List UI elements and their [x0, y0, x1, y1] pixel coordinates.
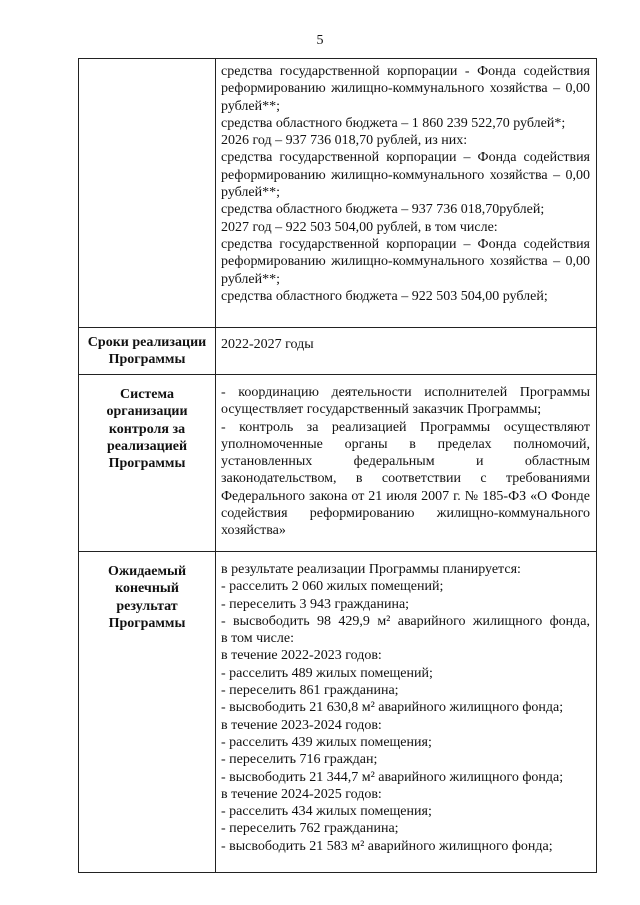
table-row-terms — [79, 328, 597, 375]
terms-content-cell — [216, 328, 597, 375]
result-line: - расселить 489 жилых помещений; — [221, 665, 433, 681]
result-line: - переселить 3 943 гражданина; — [221, 596, 410, 612]
funding-line: средства областного бюджета – 1 860 239 522,70 рублей*; — [221, 115, 566, 131]
control-content-cell — [216, 375, 597, 552]
funding-line: рублей**; — [221, 98, 280, 114]
result-line: - расселить 439 жилых помещения; — [221, 734, 432, 750]
result-label-line: Ожидаемый — [107, 564, 187, 579]
funding-line: средства областного бюджета – 937 736 018,70рублей; — [221, 202, 545, 218]
result-line: - переселить 762 гражданина; — [221, 821, 399, 837]
funding-label-cell — [79, 59, 216, 328]
program-passport-table — [78, 58, 597, 873]
control-line: осуществляет государственный заказчик Программы; — [221, 402, 542, 418]
control-label-cell — [79, 375, 216, 552]
funding-line: средства государственной корпорации – Фонда содействия — [221, 236, 590, 252]
funding-line: реформированию жилищно-коммунального хозяйства – 0,00 — [221, 254, 590, 270]
result-line: - высвободить 21 344,7 м² аварийного жилищного фонда; — [221, 769, 564, 785]
funding-line: средства государственной корпорации – Фонда содействия — [221, 150, 590, 166]
result-label-cell — [79, 552, 216, 873]
control-label-line: контроля за — [108, 421, 186, 437]
control-line: Федерального закона от 21 июля 2007 г. № 185-ФЗ «О Фонде — [221, 488, 590, 504]
result-label-line: результат — [116, 598, 178, 614]
result-line: - расселить 2 060 жилых помещений; — [221, 579, 444, 595]
funding-line: рублей**; — [221, 185, 280, 201]
terms-label-line: Сроки реализации — [87, 335, 207, 350]
result-content-cell — [216, 552, 597, 873]
control-line: - контроль за реализацией Программы осуществляют — [221, 419, 590, 435]
funding-content-cell — [216, 59, 597, 328]
funding-line: средства государственной корпорации - Фонда содействия — [221, 64, 590, 79]
funding-line: 2027 год – 922 503 504,00 рублей, в том числе: — [221, 219, 498, 235]
result-line: - высвободить 21 630,8 м² аварийного жилищного фонда; — [221, 700, 564, 716]
control-line: содействия реформированию жилищно-коммунального — [221, 506, 590, 522]
result-line: - высвободить 21 583 м² аварийного жилищного фонда; — [221, 838, 553, 854]
page-number: 5 — [316, 33, 324, 48]
result-line: в течение 2023-2024 годов: — [221, 717, 382, 733]
control-label-line: Программы — [108, 456, 186, 472]
result-line: - переселить 861 гражданина; — [221, 683, 399, 699]
result-line: в результате реализации Программы планируется: — [221, 562, 521, 577]
control-line: хозяйства» — [221, 523, 286, 539]
control-line: уполномоченные органы в пределах полномочий, — [221, 436, 590, 452]
terms-label-cell — [79, 328, 216, 375]
control-label-line: реализацией — [106, 438, 188, 454]
funding-line: рублей**; — [221, 271, 280, 287]
result-label-line: конечный — [115, 581, 179, 597]
funding-line: реформированию жилищно-коммунального хозяйства – 0,00 — [221, 167, 590, 183]
table-row-result — [79, 552, 597, 873]
control-line: установленных федеральным и областным — [221, 454, 590, 470]
funding-line: реформированию жилищно-коммунального хозяйства – 0,00 — [221, 81, 590, 97]
control-label-line: организации — [106, 404, 188, 420]
table-row-control — [79, 375, 597, 552]
result-line: в течение 2024-2025 годов: — [221, 786, 382, 802]
result-line: - расселить 434 жилых помещения; — [221, 804, 432, 820]
result-line: - высвободить 98 429,9 м² аварийного жилищного фонда, — [221, 613, 590, 629]
control-line: - координацию деятельности исполнителей Программы — [221, 385, 590, 400]
table-row-funding — [79, 59, 597, 328]
result-line: в течение 2022-2023 годов: — [221, 648, 382, 664]
funding-line: средства областного бюджета – 922 503 504,00 рублей; — [221, 288, 548, 304]
result-line: - переселить 716 граждан; — [221, 752, 378, 768]
control-label-line: Система — [120, 387, 174, 402]
control-line: законодательством, в соответствии с требованиями — [221, 471, 590, 487]
terms-line: 2022-2027 годы — [221, 337, 314, 352]
result-label-line: Программы — [108, 615, 186, 631]
terms-label-line: Программы — [108, 352, 186, 368]
result-line: в том числе: — [221, 631, 294, 647]
funding-line: 2026 год – 937 736 018,70 рублей, из них: — [221, 133, 468, 149]
